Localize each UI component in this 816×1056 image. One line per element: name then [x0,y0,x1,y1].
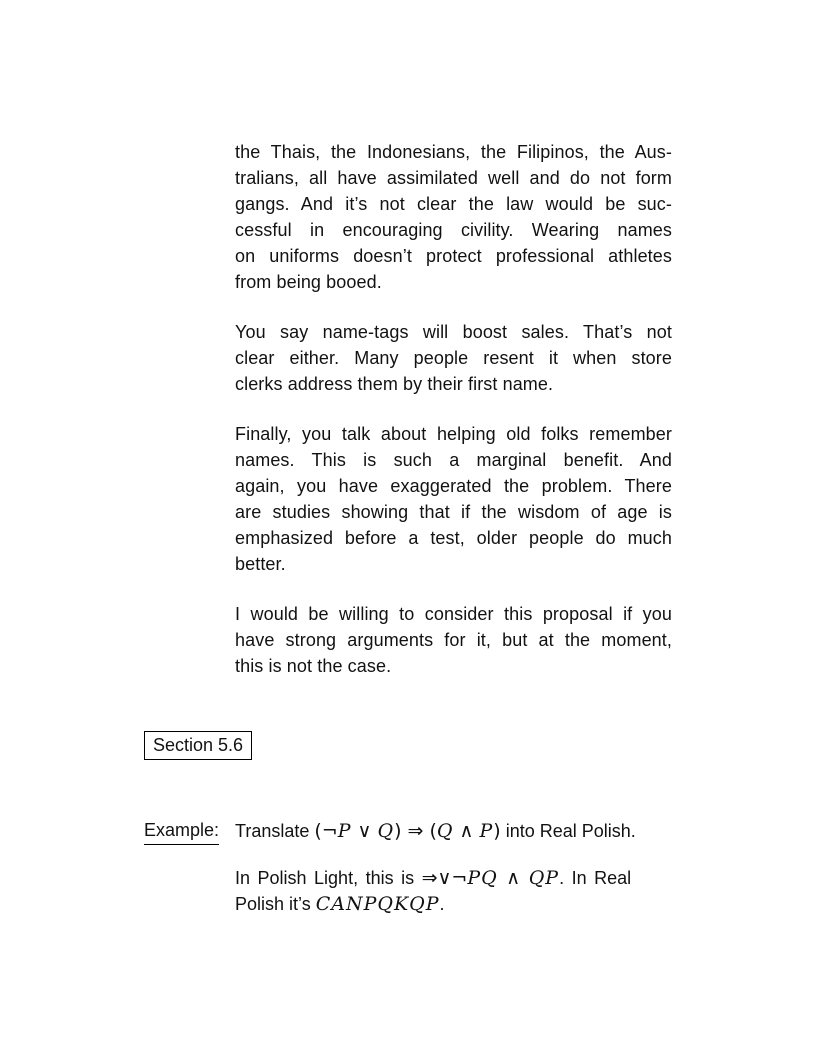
text-line: have strong arguments for it, but at the moment, [235,630,672,650]
text-line: on uniforms doesn’t protect professional athletes [235,246,672,266]
math-symbol: (¬ [314,820,338,842]
example-label-text: Example: [144,820,220,840]
math-variable: CANPQKQP [315,893,440,915]
body-paragraphs [235,139,672,703]
math-symbol: ∨ [351,820,378,842]
text-line: emphasized before a test, older people do much [235,528,672,548]
text-run: . In Real [559,868,632,888]
math-symbol: ) [493,820,501,842]
text-line: Finally, you talk about helping old folks remember [235,424,672,444]
text-run: Translate [235,821,315,841]
text-line: clear either. Many people resent it when store [235,348,672,368]
math-variable: PQ [467,867,498,889]
math-symbol: ) ⇒ ( [394,820,437,842]
text-run: . [439,894,445,914]
text-line: again, you have exaggerated the problem. There [235,476,672,496]
text-run: In Polish Light, this is [235,868,422,888]
math-variable: P [337,820,352,842]
math-symbol: ⇒∨¬ [421,867,468,889]
text-line: tralians, all have assimilated well and do not form [235,168,672,188]
math-variable: Q [377,820,395,842]
text-run: Polish it’s [235,894,316,914]
paragraph [235,319,672,397]
section-box [144,731,252,760]
example-label [144,818,219,845]
section-label: Section 5.6 [153,735,244,755]
text-line: better. [235,554,286,574]
math-variable: Q [436,820,454,842]
text-line: You say name-tags will boost sales. That’s not [235,322,672,342]
example-answer-line-2 [235,891,672,917]
math-symbol: ∧ [453,820,480,842]
example-answer-line-1 [235,865,672,891]
paragraph [235,139,672,295]
text-line: are studies showing that if the wisdom of age is [235,502,672,522]
text-line: names. This is such a marginal benefit. And [235,450,672,470]
math-symbol: ∧ [497,867,529,889]
example-content [235,818,672,917]
text-line: I would be willing to consider this proposal if you [235,604,672,624]
text-line: clerks address them by their first name. [235,374,554,394]
math-variable: QP [528,867,560,889]
paragraph [235,421,672,577]
paragraph [235,601,672,679]
example-prompt-line [235,818,672,844]
text-line: gangs. And it’s not clear the law would be suc- [235,194,672,214]
text-line: cessful in encouraging civility. Wearing names [235,220,672,240]
example-answer [235,865,672,917]
text-line: from being booed. [235,272,382,292]
text-line: this is not the case. [235,656,392,676]
math-variable: P [479,820,494,842]
text-run: into Real Polish. [500,821,636,841]
text-line: the Thais, the Indonesians, the Filipinos, the Aus- [235,142,672,162]
